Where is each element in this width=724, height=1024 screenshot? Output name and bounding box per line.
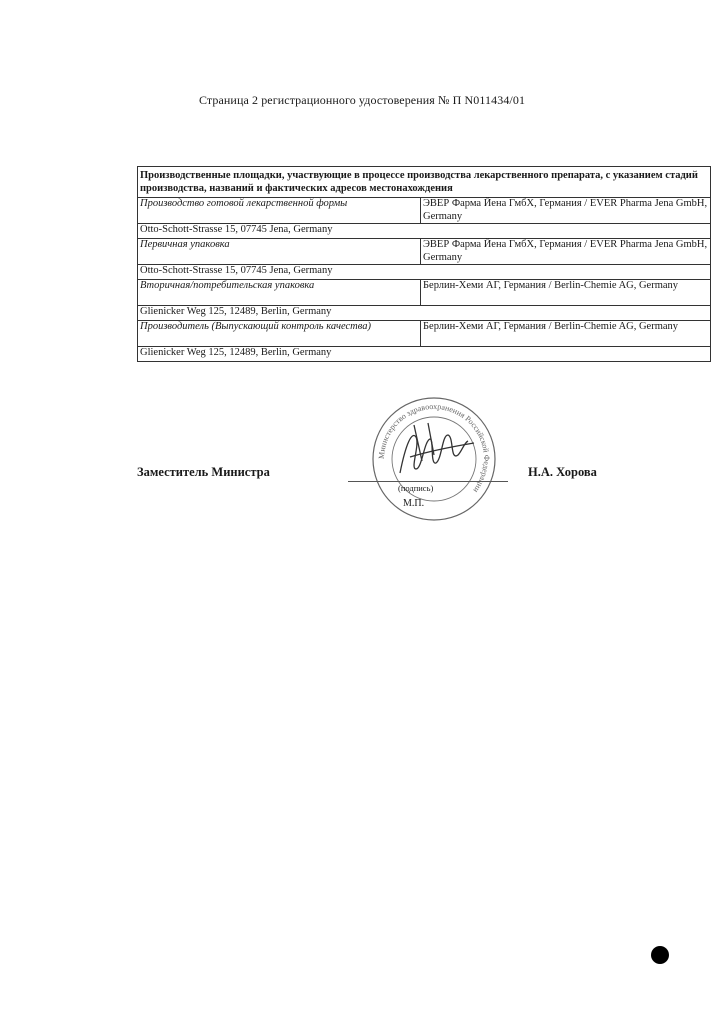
seal-label: М.П. bbox=[403, 498, 425, 509]
company-cell: ЭВЕР Фарма Йена ГмбХ, Германия / EVER Pharma Jena GmbH, Germany bbox=[421, 198, 711, 224]
table-row bbox=[138, 224, 711, 239]
page-marker-dot bbox=[651, 946, 669, 964]
company-cell: Берлин-Хеми АГ, Германия / Berlin-Chemie AG, Germany bbox=[421, 280, 711, 306]
signature-icon bbox=[400, 423, 474, 473]
stage-cell: Первичная упаковка bbox=[138, 239, 421, 265]
stage-cell: Производство готовой лекарственной формы bbox=[138, 198, 421, 224]
company-cell: ЭВЕР Фарма Йена ГмбХ, Германия / EVER Pharma Jena GmbH, Germany bbox=[421, 239, 711, 265]
table-row bbox=[138, 280, 711, 306]
table-heading-row bbox=[138, 167, 711, 198]
signatory-position: Заместитель Министра bbox=[137, 465, 270, 479]
stage-cell: Производитель (Выпускающий контроль качества) bbox=[138, 321, 421, 347]
page-header: Страница 2 регистрационного удостоверения № П N011434/01 bbox=[198, 93, 526, 107]
signature-caption: (подпись) bbox=[398, 483, 434, 493]
official-seal-icon bbox=[370, 395, 498, 523]
table-row bbox=[138, 265, 711, 280]
address-cell: Otto-Schott-Strasse 15, 07745 Jena, Germany bbox=[138, 224, 711, 239]
address-cell: Glienicker Weg 125, 12489, Berlin, Germany bbox=[138, 306, 711, 321]
signature-line bbox=[348, 481, 508, 482]
table-row bbox=[138, 321, 711, 347]
address-cell: Otto-Schott-Strasse 15, 07745 Jena, Germany bbox=[138, 265, 711, 280]
table-row bbox=[138, 306, 711, 321]
production-sites-table bbox=[137, 166, 711, 362]
stage-cell: Вторичная/потребительская упаковка bbox=[138, 280, 421, 306]
signatory-name: Н.А. Хорова bbox=[528, 465, 597, 479]
table-row bbox=[138, 239, 711, 265]
table-heading: Производственные площадки, участвующие в процессе производства лекарственного препарата, с указанием стадий производства, названий и фактических адресов местонахождения bbox=[138, 167, 711, 198]
table-row bbox=[138, 347, 711, 362]
address-cell: Glienicker Weg 125, 12489, Berlin, Germany bbox=[138, 347, 711, 362]
company-cell: Берлин-Хеми АГ, Германия / Berlin-Chemie AG, Germany bbox=[421, 321, 711, 347]
table-row bbox=[138, 198, 711, 224]
seal-ring-text: Министерство здравоохранения Российской Федерации bbox=[376, 401, 492, 495]
